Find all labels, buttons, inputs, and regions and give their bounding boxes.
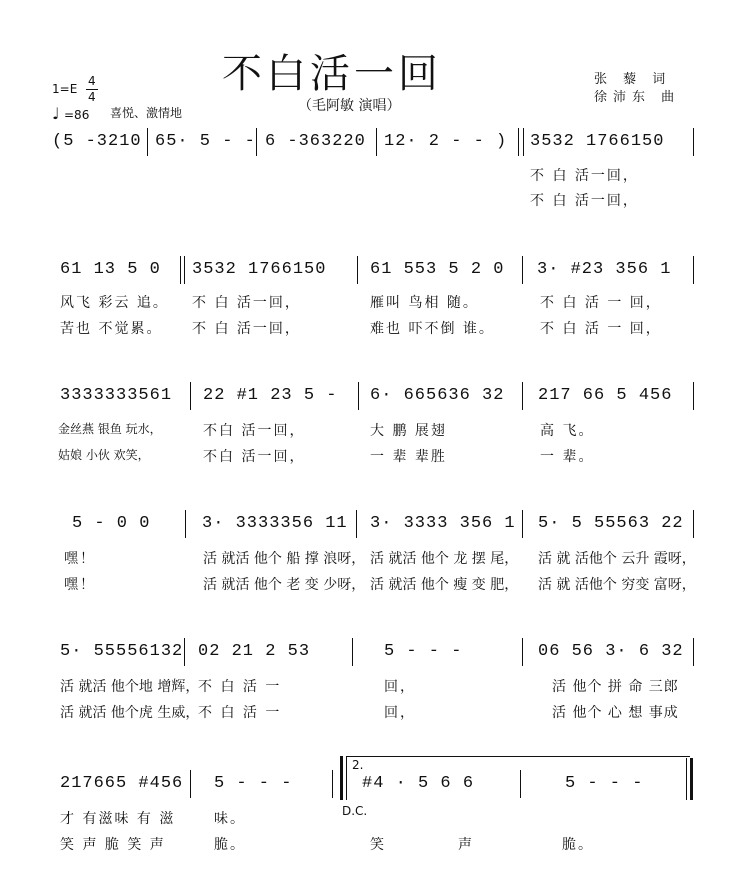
barline xyxy=(693,510,694,538)
volta-label: 2. xyxy=(352,758,364,772)
lyric-line: 脆。 xyxy=(562,837,594,853)
measure-group: 5· 55556132 xyxy=(60,642,184,661)
barline xyxy=(523,128,524,156)
measure-group: 02 21 2 53 xyxy=(198,642,311,661)
lyricist-credit: 张 藜 词 xyxy=(594,72,672,87)
measure-group: #4 · 5 6 6 xyxy=(362,774,475,793)
barline xyxy=(256,128,257,156)
lyric-line: 笑 声 脆 笑 声 xyxy=(60,837,166,853)
lyric-line: 不 白 活一回， xyxy=(530,193,639,209)
measure-group: 6 -363220 xyxy=(265,132,366,151)
dc-marking: D.C. xyxy=(342,804,368,818)
repeat-barline xyxy=(340,756,343,800)
barline xyxy=(686,758,687,800)
barline xyxy=(358,382,359,410)
tempo-marking: =86 xyxy=(64,108,90,122)
time-signature-bottom: 4 xyxy=(88,90,96,104)
measure-group: (5 -3210 xyxy=(52,132,142,151)
barline xyxy=(522,382,523,410)
barline xyxy=(356,510,357,538)
key-signature: 1=E xyxy=(52,82,78,96)
measure-group: 5 - - - xyxy=(214,774,293,793)
measure-group: 6· 665636 32 xyxy=(370,386,505,405)
lyric-line: 活 他个 心 想 事成 xyxy=(552,705,679,721)
lyric-line: 嘿！ xyxy=(64,577,96,593)
barline xyxy=(184,256,185,284)
measure-group: 5 - - - xyxy=(565,774,644,793)
barline xyxy=(693,638,694,666)
barline xyxy=(693,256,694,284)
lyric-line: 活 他个 拼 命 三郎 xyxy=(552,679,679,695)
measure-group: 06 56 3· 6 32 xyxy=(538,642,684,661)
barline xyxy=(693,128,694,156)
lyric-line: 活 就活 他个 老 变 少呀， xyxy=(203,577,366,593)
barline xyxy=(346,756,347,800)
barline xyxy=(352,638,353,666)
lyric-line: 活 就活 他个 船 撑 浪呀， xyxy=(203,551,366,567)
expression-marking: 喜悦、激情地 xyxy=(110,106,183,120)
quarter-note-icon: ♩ xyxy=(52,104,60,123)
lyric-line: 嘿！ xyxy=(64,551,96,567)
lyric-line: 一 辈。 xyxy=(540,449,595,465)
measure-group: 12· 2 - - ) xyxy=(384,132,508,151)
barline xyxy=(522,510,523,538)
barline xyxy=(518,128,519,156)
lyric-line: 回， xyxy=(384,679,416,695)
lyric-line: 活 就 活他个 云升 霞呀， xyxy=(538,551,696,567)
barline xyxy=(522,256,523,284)
volta-bracket xyxy=(346,756,690,757)
barline xyxy=(147,128,148,156)
measure-group: 3532 1766150 xyxy=(530,132,665,151)
barline xyxy=(376,128,377,156)
measure-group: 5 - - - xyxy=(384,642,463,661)
lyric-line: 活 就活 他个虎 生威， xyxy=(60,705,200,721)
lyric-line: 不 白 活 一 xyxy=(198,679,282,695)
barline xyxy=(693,382,694,410)
barline xyxy=(520,770,521,798)
barline xyxy=(180,256,181,284)
lyric-line: 不白 活一回， xyxy=(203,449,306,465)
lyric-line: 不 白 活 一 xyxy=(198,705,282,721)
lyric-line: 笑 xyxy=(370,837,386,853)
composer-credit: 徐沛东 曲 xyxy=(594,90,681,105)
lyric-line: 苦也 不觉累。 xyxy=(60,321,163,337)
measure-group: 3333333561 xyxy=(60,386,173,405)
lyric-line: 金丝燕 银鱼 玩水， xyxy=(58,422,162,436)
lyric-line: 脆。 xyxy=(214,837,246,853)
lyric-line: 大 鹏 展翅 xyxy=(370,423,447,439)
measure-group: 5 - 0 0 xyxy=(72,514,151,533)
final-barline xyxy=(690,758,693,800)
lyric-line: 味。 xyxy=(214,811,246,827)
lyric-line: 风飞 彩云 追。 xyxy=(60,295,169,311)
barline xyxy=(190,770,191,798)
measure-group: 5· 5 55563 22 xyxy=(538,514,684,533)
lyric-line: 不 白 活一回， xyxy=(530,168,639,184)
barline xyxy=(185,510,186,538)
measure-group: 61 553 5 2 0 xyxy=(370,260,505,279)
lyric-line: 活 就活 他个 龙 摆 尾， xyxy=(370,551,519,567)
lyric-line: 不 白 活 一 回， xyxy=(540,295,662,311)
lyric-line: 姑娘 小伙 欢笑， xyxy=(58,448,150,462)
lyric-line: 不白 活一回， xyxy=(203,423,306,439)
measure-group: 61 13 5 0 xyxy=(60,260,161,279)
time-signature-top: 4 xyxy=(88,74,96,88)
measure-group: 217 66 5 456 xyxy=(538,386,673,405)
lyric-line: 不 白 活一回， xyxy=(192,321,301,337)
measure-group: 3532 1766150 xyxy=(192,260,327,279)
lyric-line: 活 就活 他个 瘦 变 肥， xyxy=(370,577,519,593)
measure-group: 217665 #456 xyxy=(60,774,184,793)
measure-group: 3· #23 356 1 xyxy=(537,260,672,279)
lyric-line: 不 白 活 一 回， xyxy=(540,321,662,337)
lyric-line: 高 飞。 xyxy=(540,423,595,439)
barline xyxy=(184,638,185,666)
lyric-line: 雁叫 鸟相 随。 xyxy=(370,295,479,311)
lyric-line: 难也 吓不倒 谁。 xyxy=(370,321,495,337)
barline xyxy=(522,638,523,666)
lyric-line: 活 就活 他个地 增辉， xyxy=(60,679,200,695)
measure-group: 3· 3333356 11 xyxy=(202,514,348,533)
lyric-line: 回， xyxy=(384,705,416,721)
lyric-line: 才 有滋味 有 滋 xyxy=(60,811,176,827)
lyric-line: 不 白 活一回， xyxy=(192,295,301,311)
barline xyxy=(357,256,358,284)
lyric-line: 活 就 活他个 穷变 富呀， xyxy=(538,577,696,593)
barline xyxy=(332,770,333,798)
singer-credit: （毛阿敏 演唱） xyxy=(298,98,401,114)
measure-group: 65· 5 - - xyxy=(155,132,256,151)
lyric-line: 声 xyxy=(458,837,474,853)
measure-group: 22 #1 23 5 - xyxy=(203,386,338,405)
song-title: 不白活一回 xyxy=(222,51,442,97)
measure-group: 3· 3333 356 1 xyxy=(370,514,516,533)
barline xyxy=(190,382,191,410)
lyric-line: 一 辈 辈胜 xyxy=(370,449,447,465)
